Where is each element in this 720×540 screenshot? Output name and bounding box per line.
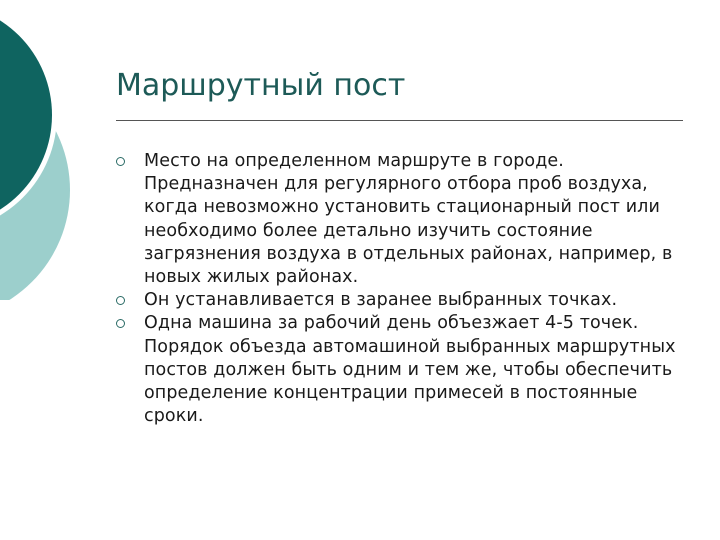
bullet-circle-icon xyxy=(116,319,125,328)
bullet-circle-icon xyxy=(116,157,125,166)
title-divider xyxy=(116,120,683,121)
bullet-circle-icon xyxy=(116,296,125,305)
bullet-list xyxy=(116,150,686,428)
decorative-circles xyxy=(0,0,80,300)
bullet-text-3: Одна машина за рабочий день объезжает 4-5 точек. Порядок объезда автомашиной выбранных маршрутных постов должен быть одним и тем же, чтобы обеспечить определение концентрации примесей в постоянные сроки. xyxy=(144,313,676,427)
bullet-text-1: Место на определенном маршруте в городе. Предназначен для регулярного отбора проб воздуха, когда невозможно установить стационарный пост или необходимо более детально изучить состояние загрязнения воздуха в отдельных районах, например, в новых жилых районах. xyxy=(144,151,673,288)
bullet-text-2: Он устанавливается в заранее выбранных точках. xyxy=(144,290,618,311)
bullet-item-2 xyxy=(116,289,686,312)
slide-title: Маршрутный пост xyxy=(116,68,406,103)
bullet-item-1 xyxy=(116,150,686,289)
bullet-item-3 xyxy=(116,312,686,428)
